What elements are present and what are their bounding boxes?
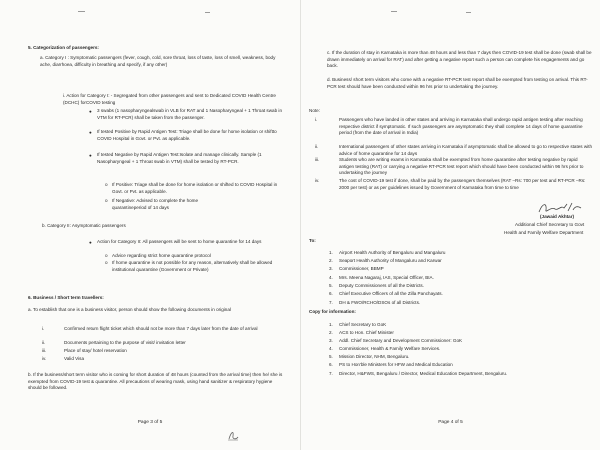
bullet-icon: ● — [89, 109, 92, 114]
copy-item: PS to Hon'ble Ministers for HFW and Medical Education — [339, 362, 453, 367]
initials-mark-icon — [226, 428, 240, 442]
to-item: Chief Executive Officers of all the Zilla Panchayats. — [339, 291, 443, 296]
note-num: iii. — [315, 157, 320, 162]
to-num: 6. — [329, 291, 333, 296]
signatory-name: (Jawaid Akhtar) — [540, 214, 575, 219]
note-3: Students who are writing exams in Karnataka shall be exempted from home quarantine after testing negative by rapid antigen testing (RAT) or carrying a negative RT-PCR test report which should have been conducted within 96 hrs prior to undertaking the journey — [339, 157, 584, 176]
copy-item: Director, H&FWS, Bengaluru / Director, Medical Education Department, Bengaluru. — [339, 371, 508, 376]
short-duration-exemption: b. If the business/short term visitor who is coming for short duration of 48 hours (counted from the arrival time) then he/ she is exempted from COVID-19 test & quarantine. All precautions of wearing mask, using hand sanitizer & respiratory hygiene should be followed. — [28, 372, 283, 391]
copy-item: ACS to Hon. Chief Minister — [339, 330, 394, 335]
home-quarantine-advice: Advice regarding strict home quarantine protocol — [112, 253, 211, 258]
to-num: 5. — [329, 283, 333, 288]
list-num: i. — [42, 326, 45, 331]
to-item: Airport Health Authority of Bengaluru and Mangaluru — [339, 250, 446, 255]
rtpcr-positive: If Positive: Triage shall be done for home isolation or shifted to COVID Hospital in Govt. or Pvt. as applicable. — [112, 182, 278, 194]
copy-num: 4. — [329, 346, 333, 351]
scan-mark — [466, 12, 471, 13]
institutional-quarantine: If home quarantine is not possible for any reason, alternatively shall be allowed institutional quarantine (Government or Private) — [112, 260, 273, 272]
scan-mark — [205, 12, 210, 13]
page-4-footer: Page 4 of 5 — [438, 420, 463, 425]
list-num: iv. — [42, 356, 47, 361]
circle-bullet-icon: o — [105, 260, 108, 265]
to-item: DH & FWO/RCHO/DSOs of all Districts. — [339, 300, 421, 305]
note-label: Note: — [309, 108, 320, 113]
copy-item: Addl. Chief Secretary and Development Commissioner: GoK — [339, 338, 463, 343]
note-num: iv. — [315, 178, 320, 183]
page-3-footer: Page 3 of 5 — [137, 420, 163, 425]
copy-num: 7. — [329, 371, 333, 376]
copy-item: Mission Director, NHM, Bengaluru. — [339, 354, 410, 359]
category-2-heading: b. Category II: Asymptomatic passengers — [42, 223, 126, 228]
doc-return-ticket: Confirmed return flight ticket which should not be more than 7 days later from the date of arrival — [64, 326, 258, 331]
copy-item: Commissioner, Health & Family Welfare Services. — [339, 346, 441, 351]
note-2: International passengers of other states arriving in Karnataka if asymptomatic shall be allowed to go to respective states with advice of home quarantine for 14 days — [339, 144, 593, 156]
to-num: 4. — [329, 275, 333, 280]
note-num: i. — [315, 117, 318, 122]
section-5-heading: 5. Categorization of passengers: — [28, 45, 99, 50]
bullet-icon: ● — [89, 130, 92, 135]
to-num: 3. — [329, 266, 333, 271]
to-item: Mrs. Meena Nagaraj, IAS, Special Officer, BIA. — [339, 275, 434, 280]
category-1-intro: a. Category I : Symptomatic passengers (fever, cough, cold, sore throat, loss of taste, loss of smell, weakness, body ache, diarrhoea, difficulty in breathing and specify, if any other) — [40, 55, 276, 67]
to-label: To: — [309, 238, 316, 243]
to-num: 7. — [329, 300, 333, 305]
to-item: Commissioner, BBMP — [339, 266, 384, 271]
signatory-title: Additional Chief Secretary to Govt — [515, 222, 585, 227]
copy-item: Chief Secretary to GoK — [339, 322, 387, 327]
note-1: Passengers who have landed in other states and arriving in Karnataka shall undergo rapid antigen testing after reaching respective district if symptomatic. If such passengers are asymptomatic they shall complete 14 days of home quarantine period (from the date of arrival in India) — [339, 117, 583, 136]
section-6-heading: 6. Business / Short term travellers: — [28, 295, 104, 300]
list-num: ii. — [42, 340, 46, 345]
copy-num: 6. — [329, 362, 333, 367]
note-num: ii. — [315, 144, 319, 149]
business-docs-intro: a. To establish that one is a business visitor, person should show the following documents in original — [28, 307, 231, 312]
bullet-icon: ● — [89, 240, 92, 245]
swab-instructions: 3 swabs (1 nasopharyngealswab in VLB for RAT and 1 Nasopharyngeal + 1 Throat swab in VTM for RT-PCR) shall be taken from the passenger. — [97, 108, 283, 120]
copy-num: 2. — [329, 330, 333, 335]
to-num: 2. — [329, 258, 333, 263]
circle-bullet-icon: o — [105, 253, 108, 258]
page-4 — [300, 0, 600, 450]
signatory-department: Health and Family Welfare Department — [504, 230, 584, 235]
para-d: d. Business/ short term visitors who come with a negative RT-PCR test report shall be exempted from testing on arrival. This RT-PCR test should have been conducted within 96 hrs prior to undertaking the journey. — [327, 77, 588, 89]
copy-num: 5. — [329, 354, 333, 359]
rat-positive: If tested Positive by Rapid Antigen Test: Triage shall be done for home isolation or shiftto COVID Hospital in Govt. or Pvt. as applicable. — [97, 129, 277, 141]
doc-hotel: Place of stay/ hotel reservation — [64, 348, 127, 353]
scan-mark — [78, 11, 85, 12]
doc-visa: Valid Visa — [64, 356, 85, 361]
copy-num: 3. — [329, 338, 333, 343]
circle-bullet-icon: o — [105, 182, 108, 187]
scan-mark — [391, 11, 397, 12]
list-num: iii. — [42, 348, 47, 353]
to-item: Seaport Health Authority of Mangaluru and Karwar — [339, 258, 442, 263]
category-1-action: i. Action for Category I: - Segregated from other passengers and sent to Dedicated COVID Health Centre (DCHC) forCOVID testing — [63, 93, 276, 105]
rtpcr-negative-cont: quarantineperiod of 14 days — [112, 205, 169, 210]
doc-invitation: Documents pertaining to the purpose of visit/ invitation letter — [64, 340, 186, 345]
to-num: 1. — [329, 250, 333, 255]
category-2-action: Action for Category II: All passengers will be sent to home quarantine for 14 days — [97, 239, 262, 244]
copy-label: Copy for information: — [309, 309, 356, 314]
para-c: c. If the duration of stay in Karnataka is more than 48 hours and less than 7 days then COVID-19 test shall be done (swab shall be drawn immediately on arrival for RAT) and after getting a negative report such a person can complete his engagements and go back. — [327, 50, 592, 69]
rtpcr-negative: If Negative: Advised to complete the home — [112, 198, 199, 203]
circle-bullet-icon: o — [105, 198, 108, 203]
to-item: Deputy Commissioners of all the Districts. — [339, 283, 425, 288]
bullet-icon: ● — [89, 153, 92, 158]
note-4: The cost of COVID-19 test if done, shall be paid by the passengers themselves (RAT –Rs: 700 per test and RT-PCR –Rs: 2000 per test) or as per guidelines issued by Government of Karnataka from time to time — [339, 178, 586, 190]
copy-num: 1. — [329, 322, 333, 327]
rat-negative: If tested Negative by Rapid Antigen Test:Isolate and manage clinically. Sample (1 Nasopharyngeal + 1 Throat swab in VTM) shall be tested by RT-PCR. — [97, 152, 262, 164]
